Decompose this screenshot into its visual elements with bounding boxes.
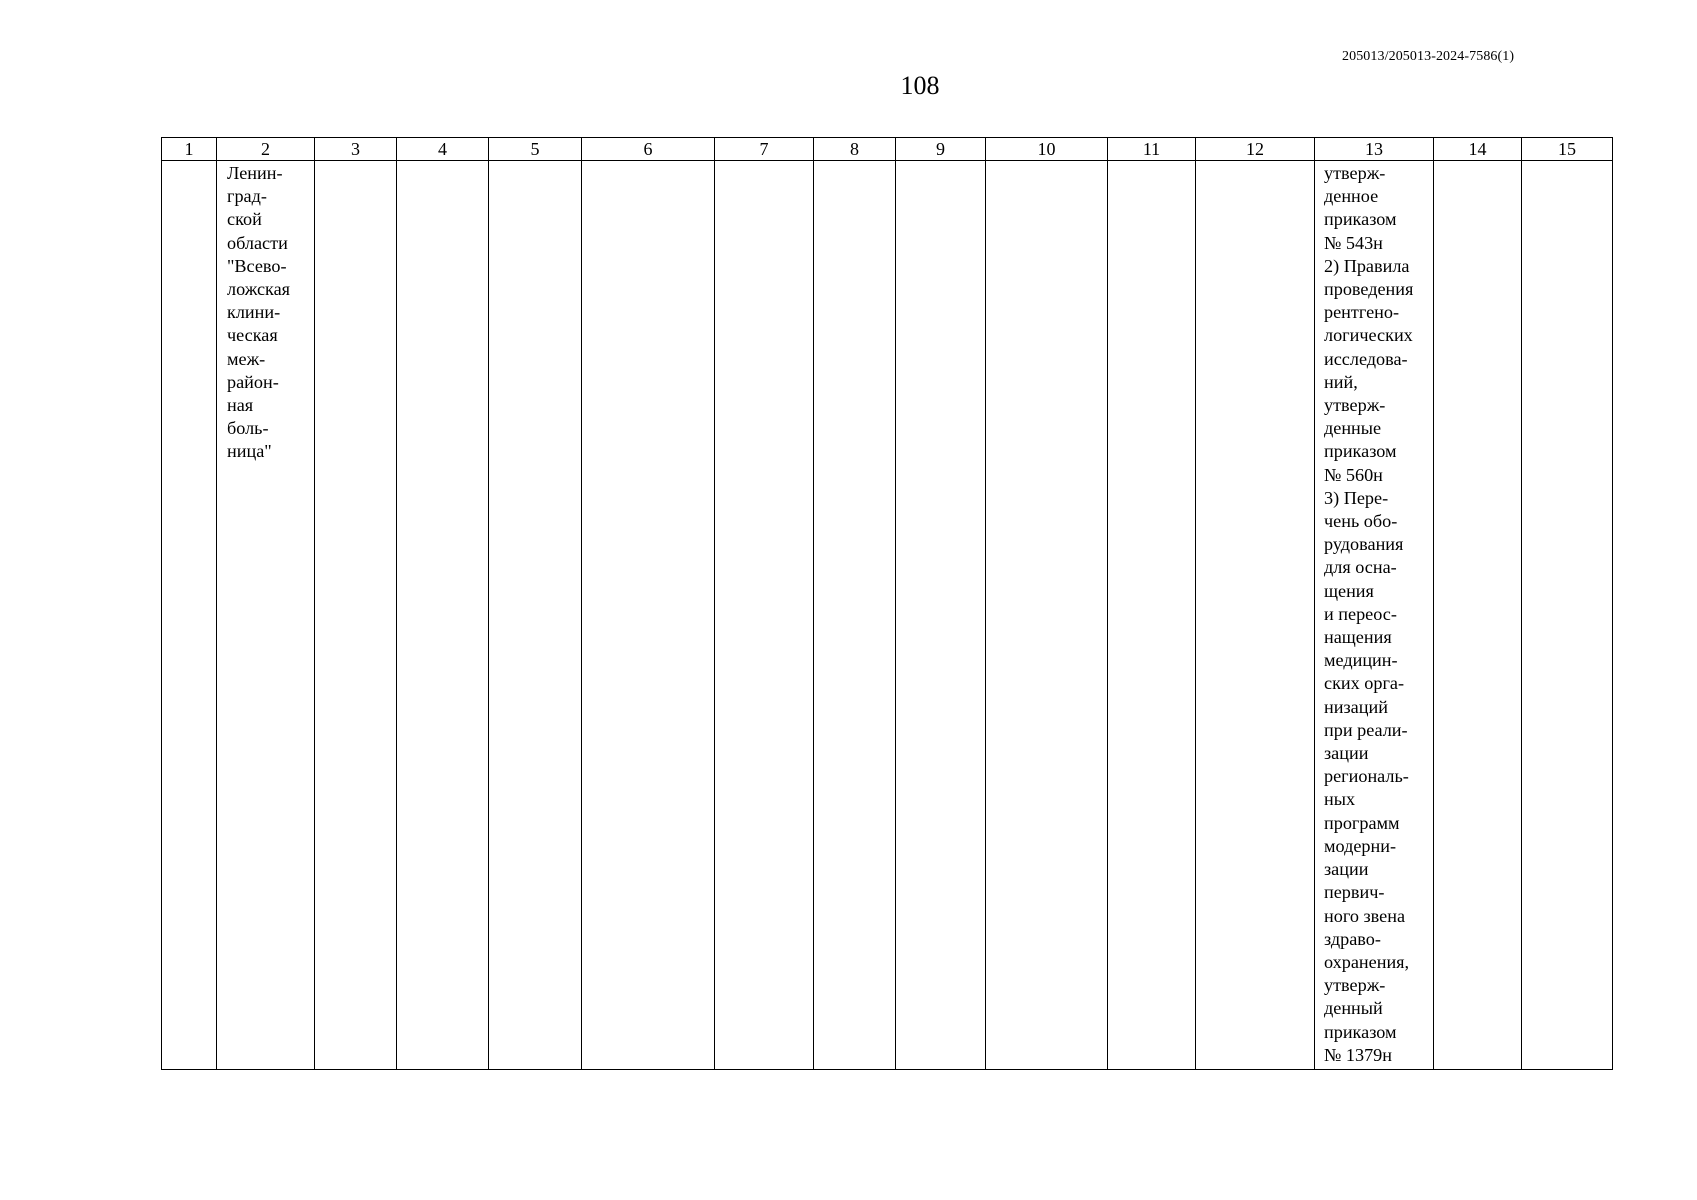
- column-header-11: 11: [1108, 138, 1196, 161]
- cell-col-3: [315, 161, 397, 1070]
- column-header-13: 13: [1315, 138, 1434, 161]
- table-header-row: [162, 138, 1613, 161]
- cell-col-2: [217, 161, 315, 1070]
- column-header-1: 1: [162, 138, 217, 161]
- column-header-8: 8: [814, 138, 896, 161]
- cell-col-1: [162, 161, 217, 1070]
- document-id: 205013/205013-2024-7586(1): [1342, 49, 1515, 64]
- cell-col-5: [489, 161, 582, 1070]
- column-header-7: 7: [715, 138, 814, 161]
- cell-col-7: [715, 161, 814, 1070]
- cell-col-4: [397, 161, 489, 1070]
- cell-col-13: [1315, 161, 1434, 1070]
- column-header-5: 5: [489, 138, 582, 161]
- column-header-14: 14: [1434, 138, 1522, 161]
- cell-col-9: [896, 161, 986, 1070]
- cell-col-8: [814, 161, 896, 1070]
- column-header-12: 12: [1196, 138, 1315, 161]
- column-header-2: 2: [217, 138, 315, 161]
- regulations-text: утверж- денное приказом № 543н 2) Правила проведения рентгено- логических исследова- ний, утверж- денные приказом № 560н 3) Пере- чень обо- рудования для осна- щения и переос- нащения медицин- ских орга- низаций при реали- зации региональ- ных программ модерни- зации первич- ного звена здраво- охранения, утверж- денный приказом № 1379н: [1324, 163, 1414, 1065]
- column-header-9: 9: [896, 138, 986, 161]
- organization-name-text: Ленин- град- ской области "Всево- ложская клини- ческая меж- район- ная боль- ница": [227, 163, 291, 462]
- page-number: 108: [900, 71, 940, 100]
- column-header-6: 6: [582, 138, 715, 161]
- cell-col-6: [582, 161, 715, 1070]
- column-header-10: 10: [986, 138, 1108, 161]
- cell-col-14: [1434, 161, 1522, 1070]
- cell-col-15: [1522, 161, 1613, 1070]
- cell-col-11: [1108, 161, 1196, 1070]
- cell-col-12: [1196, 161, 1315, 1070]
- cell-col-10: [986, 161, 1108, 1070]
- column-header-15: 15: [1522, 138, 1613, 161]
- column-header-4: 4: [397, 138, 489, 161]
- table-row: [162, 161, 1613, 1070]
- column-header-3: 3: [315, 138, 397, 161]
- document-table: [161, 137, 1613, 1070]
